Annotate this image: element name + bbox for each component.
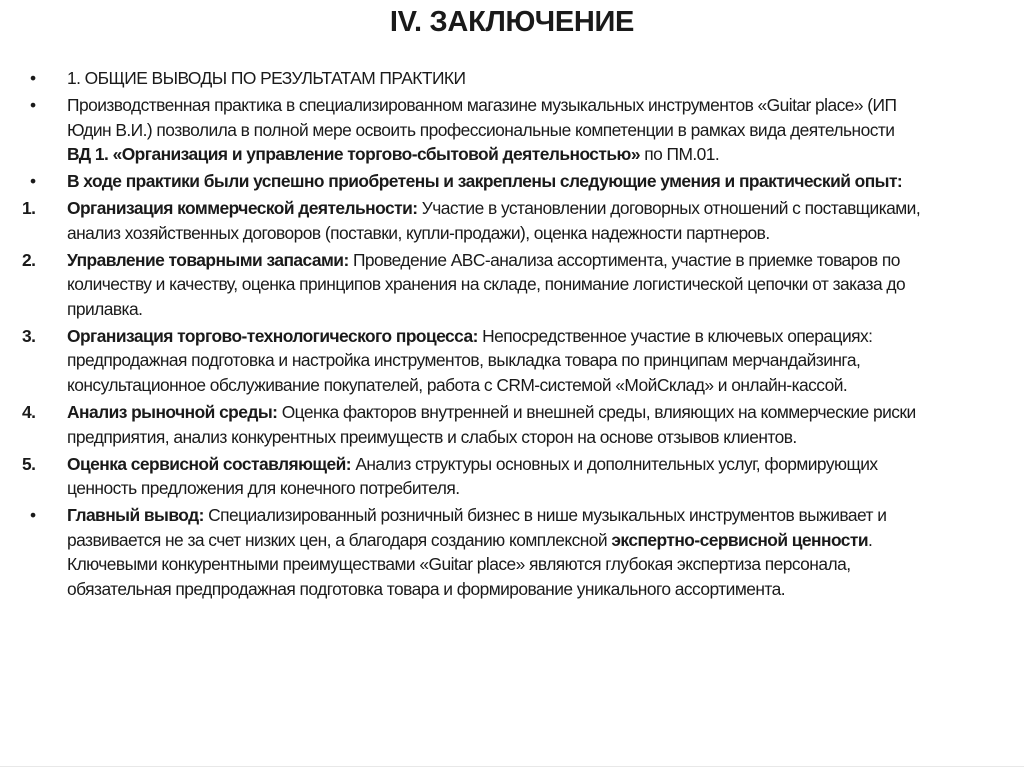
- bullet-icon: •: [30, 505, 36, 526]
- item-text: [67, 503, 922, 601]
- text: Участие в установлении договорных отношений с поставщиками, анализ хозяйственных договоров (поставки, купли-продажи), оценка надежности партнеров.: [67, 198, 921, 243]
- numbered-item: [22, 452, 922, 501]
- bullet-icon: •: [30, 171, 36, 192]
- item-text: [67, 248, 922, 322]
- text: Производственная практика в специализированном магазине музыкальных инструментов «Guitar place» (ИП Юдин В.И.) позволила в полной мере освоить профессиональные компетенции в рамках вида деятельности: [67, 94, 897, 140]
- bullet-item: [22, 93, 922, 167]
- text: . Ключевыми конкурентными преимуществами «Guitar place» являются глубокая экспертиза персонала, обязательная предпродажная подготовка товара и формирование уникального ассортимента.: [67, 529, 873, 599]
- numbered-item: [22, 248, 922, 322]
- numbered-item: [22, 324, 922, 398]
- bold-text: Анализ рыночной среды:: [67, 402, 278, 423]
- item-text: [67, 196, 922, 245]
- item-number: 2.: [22, 249, 36, 270]
- item-number: 1.: [22, 198, 36, 219]
- item-text: [67, 169, 922, 194]
- bold-text: Организация торгово-технологического процесса:: [67, 325, 478, 346]
- item-text: [67, 400, 922, 449]
- text: Специализированный розничный бизнес в нише музыкальных инструментов выживает и развивается не за счет низких цен, а благодаря созданию комплексной: [67, 505, 887, 550]
- item-number: 3.: [22, 325, 36, 346]
- slide-title: IV. ЗАКЛЮЧЕНИЕ: [389, 6, 635, 38]
- text: 1. ОБЩИЕ ВЫВОДЫ ПО РЕЗУЛЬТАТАМ ПРАКТИКИ: [67, 68, 466, 88]
- text: по ПМ.01.: [639, 144, 720, 165]
- numbered-item: [22, 196, 922, 245]
- bold-text: В ходе практики были успешно приобретены и закреплены следующие умения и практический опыт:: [67, 171, 903, 192]
- bold-text: Организация коммерческой деятельности:: [67, 198, 418, 219]
- bullet-item: [22, 169, 922, 194]
- numbered-item: [22, 400, 922, 449]
- text: Оценка факторов внутренней и внешней среды, влияющих на коммерческие риски предприятия, анализ конкурентных преимуществ и слабых сторон на основе отзывов клиентов.: [67, 402, 916, 447]
- text: Непосредственное участие в ключевых операциях: предпродажная подготовка и настройка инструментов, выкладка товара по принципам мерчандайзинга, консультационное обслуживание покупателей, работа с CRM-системой «МойСклад» и онлайн-кассой.: [67, 325, 873, 396]
- item-number: 5.: [22, 453, 36, 474]
- text: Анализ структуры основных и дополнительных услуг, формирующих ценность предложения для конечного потребителя.: [67, 453, 878, 499]
- item-number: 4.: [22, 402, 36, 423]
- item-text: [67, 93, 922, 167]
- bullet-item: [22, 503, 922, 601]
- bold-text: ВД 1. «Организация и управление торгово-сбытовой деятельностью»: [67, 144, 640, 165]
- bold-text: Оценка сервисной составляющей:: [67, 453, 352, 474]
- item-text: [67, 324, 922, 398]
- bullet-icon: •: [30, 94, 36, 115]
- bold-text: экспертно-сервисной ценности: [611, 529, 869, 550]
- item-text: [67, 66, 922, 91]
- bullet-icon: •: [30, 68, 36, 88]
- item-text: [67, 452, 922, 501]
- conclusion-list: [22, 66, 922, 604]
- bold-text: Управление товарными запасами:: [67, 249, 349, 270]
- bold-text: Главный вывод:: [67, 505, 204, 526]
- bullet-item: [22, 66, 922, 91]
- text: Проведение ABC-анализа ассортимента, участие в приемке товаров по количеству и качеству, оценка принципов хранения на складе, понимание логистической цепочки от заказа до прилавка.: [67, 249, 906, 319]
